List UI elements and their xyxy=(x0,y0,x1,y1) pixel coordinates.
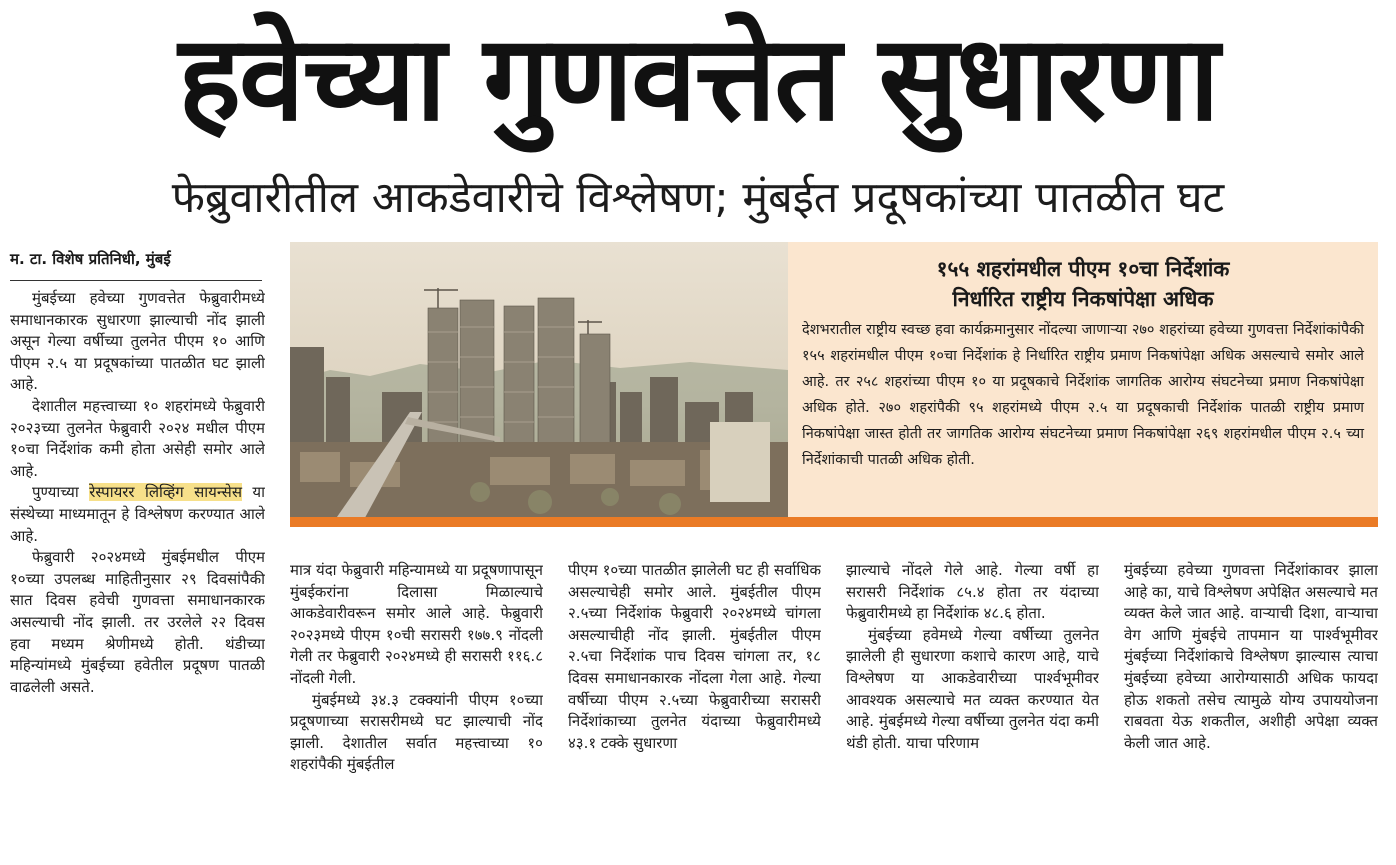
article-column-4 xyxy=(846,560,1099,844)
paragraph: मुंबईच्या हवेच्या गुणवत्तेत फेब्रुवारीमध्ये समाधानकारक सुधारणा झाल्याची नोंद झाली असून गेल्या वर्षीच्या तुलनेत पीएम १० आणि पीएम २.५ या प्रदूषकांच्या पातळीत घट झाली आहे. xyxy=(10,289,265,394)
paragraph: मुंबईच्या हवेमध्ये गेल्या वर्षीच्या तुलनेत झालेली ही सुधारणा कशाचे कारण आहे, याचे विश्लेषण या आकडेवारीच्या पार्श्वभूमीवर आवश्यक असल्याचे मत व्यक्त करण्यात येत आहे. मुंबईमध्ये गेल्या वर्षीच्या तुलनेत यंदा कमी थंडी होती. याचा परिणाम xyxy=(846,625,1099,752)
paragraph: पीएम १०च्या पातळीत झालेली घट ही सर्वाधिक असल्याचेही समोर आले. मुंबईतील पीएम २.५च्या निर्देशांक फेब्रुवारी २०२४मध्ये चांगला असल्याचीही नोंद झाली. मुंबईतील पीएम २.५चा निर्देशांक पाच दिवस चांगला तर, १८ दिवस समाधानकारक नोंदला गेला आहे. गेल्या वर्षीच्या पीएम २.५च्या फेब्रुवारीच्या सरासरी निर्देशांकाच्या तुलनेत यंदाच्या फेब्रुवारीमध्ये ४३.१ टक्के सुधारणा xyxy=(568,561,821,752)
article-column-1 xyxy=(10,288,265,844)
infobox-title-line-2: निर्धारित राष्ट्रीय निकषांपेक्षा अधिक xyxy=(952,287,1214,311)
text-run: पुण्याच्या xyxy=(32,483,90,502)
highlighted-organization-name: रेस्पायरर लिव्हिंग सायन्सेस xyxy=(89,483,242,502)
paragraph: मुंबईमध्ये ३४.३ टक्क्यांनी पीएम १०च्या प्रदूषणाच्या सरासरीमध्ये घट झाल्याची नोंद झाली. देशातील सर्वात महत्त्वाच्या १० शहरांपैकी मुंबईतील xyxy=(290,690,543,774)
infobox-body: देशभरातील राष्ट्रीय स्वच्छ हवा कार्यक्रमानुसार नोंदल्या जाणाऱ्या २७० शहरांच्या हवेच्या गुणवत्ता निर्देशांकांपैकी १५५ शहरांमधील पीएम १०चा निर्देशांक हे निर्धारित राष्ट्रीय प्रमाण निकषांपेक्षा अधिक असल्याचे समोर आले आहे. तर २५८ शहरांच्या पीएम १० या प्रदूषकाचे निर्देशांक जागतिक आरोग्य संघटनेच्या प्रमाण निकषांपेक्षा अधिक होते. २७० शहरांपैकी ९५ शहरांमध्ये पीएम २.५ या प्रदूषकाची निर्देशांक पातळी राष्ट्रीय प्रमाण निकषांपेक्षा जास्त होती तर जागतिक आरोग्य संघटनेच्या प्रमाण निकषांपेक्षा २६९ शहरांमधील पीएम २.५ च्या निर्देशांकाची पातळी अधिक होती. xyxy=(802,322,1364,468)
paragraph xyxy=(10,482,265,547)
skyline-illustration xyxy=(290,242,788,527)
paragraph: देशातील महत्त्वाच्या १० शहरांमध्ये फेब्रुवारी २०२३च्या तुलनेत फेब्रुवारी २०२४ मधील पीएम १०चा निर्देशांक कमी होता असेही समोर आले आहे. xyxy=(10,396,265,480)
infobox xyxy=(788,242,1378,527)
paragraph: फेब्रुवारी २०२४मध्ये मुंबईमधील पीएम १०च्या उपलब्ध माहितीनुसार २९ दिवसांपैकी सात दिवस हवेची गुणवत्ता समाधानकारक असल्याची नोंद झाली. तर उरलेले २२ दिवस हवा मध्यम श्रेणीमध्ये होती. थंडीच्या महिन्यांमध्ये मुंबईच्या हवेतील प्रदूषण पातळी वाढलेली असते. xyxy=(10,548,265,696)
text-run: या संस्थेच्या माध्यमातून हे विश्लेषण करण्यात आले आहे. xyxy=(10,483,265,545)
article-column-5 xyxy=(1124,560,1378,844)
article-column-3 xyxy=(568,560,821,844)
paragraph: मुंबईच्या हवेच्या गुणवत्ता निर्देशांकावर झाला आहे का, याचे विश्लेषण अपेक्षित असल्याचे मत व्यक्त केले जात आहे. वाऱ्याची दिशा, वाऱ्याचा वेग आणि मुंबईचे तापमान या पार्श्वभूमीवर मुंबईच्या निर्देशांकाचे विश्लेषण झाल्यास त्याचा मुंबईच्या हवेच्या आरोग्यासाठी अधिक फायदा होऊ शकतो तसेच त्यामुळे योग्य उपाययोजना राबवता येऊ शकतील, अशीही अपेक्षा व्यक्त केली जात आहे. xyxy=(1124,561,1378,752)
paragraph: मात्र यंदा फेब्रुवारी महिन्यामध्ये या प्रदूषणापासून मुंबईकरांना दिलासा मिळाल्याचे आकडेवारीवरून समोर आले आहे. फेब्रुवारी २०२३मध्ये पीएम १०ची सरासरी १७७.९ नोंदली गेली तर फेब्रुवारी २०२४मध्ये ही सरासरी ११६.८ नोंदली गेली. xyxy=(290,561,543,687)
subheadline: फेब्रुवारीतील आकडेवारीचे विश्लेषण; मुंबईत प्रदूषकांच्या पातळीत घट xyxy=(171,173,1225,223)
city-skyline-photo xyxy=(290,242,788,527)
headline: हवेच्या गुणवत्तेत सुधारणा xyxy=(178,9,1218,147)
infobox-title-line-1: १५५ शहरांमधील पीएम १०चा निर्देशांक xyxy=(936,257,1230,281)
article-column-2 xyxy=(290,560,543,844)
byline: म. टा. विशेष प्रतिनिधी, मुंबई xyxy=(10,244,262,281)
paragraph: झाल्याचे नोंदले गेले आहे. गेल्या वर्षी हा सरासरी निर्देशांक ८५.४ होता तर यंदाच्या फेब्रुवारीमध्ये हा निर्देशांक ४८.६ होता. xyxy=(846,561,1099,623)
